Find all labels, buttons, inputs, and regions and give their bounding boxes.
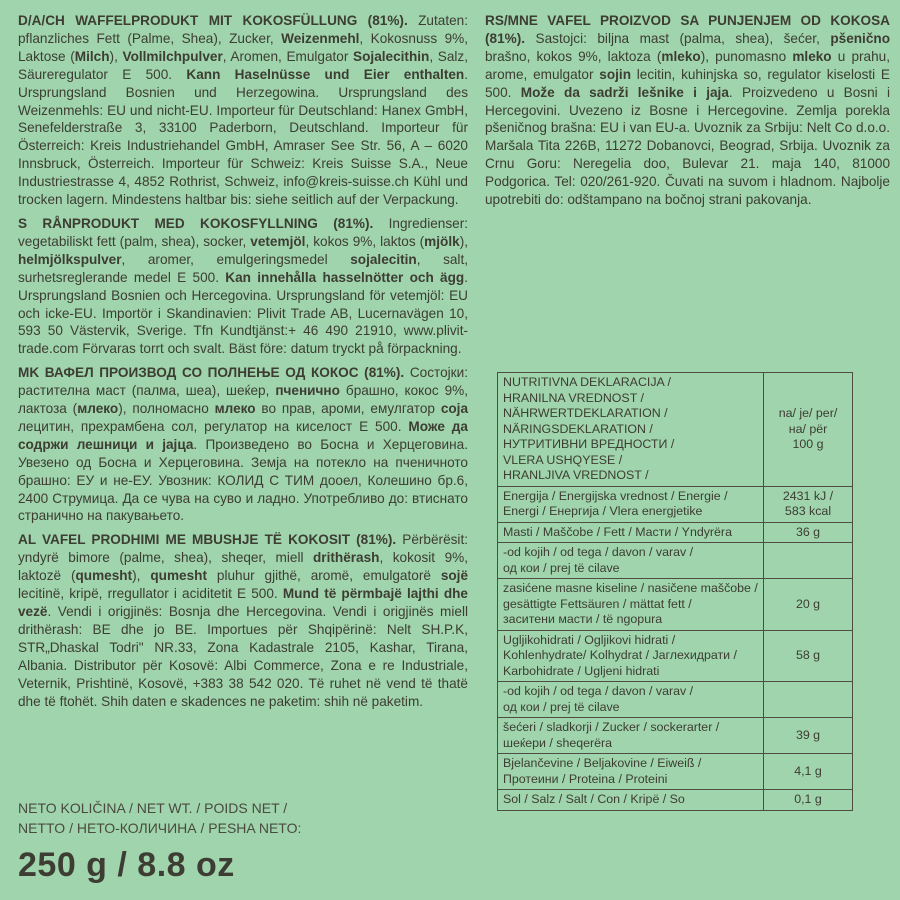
nutrient-value [764,754,853,790]
nutrient-label [498,754,764,790]
ingredients-de: D/A/CH WAFFELPRODUKT MIT KOKOSFÜLLUNG (81%). Zutaten: pflanzliches Fett (Palme, Shea), Zucker, Weizenmehl, Kokosnuss 9%, Laktose (Milch), Vollmilchpulver, Aromen, Emulgator Sojalecithin, Salz, Säureregulator E 500. Kann Haselnüsse und Eier enthalten. Ursprungsland Bosnien und Herzegowina. Ursprungsland des Weizenmehls: EU und nicht-EU. Importeur für Deutschland: Hanex GmbH, Senefelderstraße 3, 33100 Paderborn, Deutschland. Importeur für Österreich: Kreis Industriehandel GmbH, Amraser See Str. 56, A – 6020 Innsbruck, Österreich. Importeur für Schweiz: Kreis Suisse S.A., Neue Industriestrasse 4, 4852 Rothrist, Schweiz, info@kreis-suisse.ch Kühl und trocken lagern. Mindestens haltbar bis: siehe seitlich auf der Verpackung. [18,13,468,208]
nutrient-label-line: šećeri / sladkorji / Zucker / sockerarter / [503,720,720,734]
nutrient-label-line: од кои / prej të cilave [503,699,620,714]
nutrient-label-line: Протеини / Proteina / Proteini [503,771,668,786]
nutrient-label [498,579,764,631]
nutrient-label-line: gesättigte Fettsäuren / mättat fett / [503,596,692,611]
nutrient-label-line: zasićene masne kiseline / nasičene maščobe / [503,581,758,595]
nutrition-header-label [498,373,764,487]
nutrient-value-line: 4,1 g [794,763,822,778]
nutrition-header-line: HRANLJIVA VREDNOST / [503,468,649,482]
nutrient-label-line: Energija / Energijska vrednost / Energie / [503,488,728,503]
nutrient-value [764,790,853,811]
nutrition-header-line: NÄRINGSDEKLARATION / [503,421,653,436]
nutrient-label-line: Energi / Енергија / Vlera energjetike [503,504,703,518]
net-label-line2: NETTO / НЕТО-КОЛИЧИНА / PESHA NETO: [18,820,302,836]
nutrient-value [764,718,853,754]
nutrient-label [498,718,764,754]
nutrition-table [497,372,853,811]
nutrition-row [498,718,853,754]
right-column [485,12,890,215]
nutrient-value [764,522,853,543]
nutrient-label [498,790,764,811]
nutrient-value-line: 583 kcal [784,504,832,518]
nutrient-label [498,522,764,543]
ingredients-mk: MK ВАФЕЛ ПРОИЗВОД СО ПОЛНЕЊЕ ОД КОКОС (81%). Состојки: растителна маст (палма, шеа), шеќер, пченично брашно, кокос 9%, лактоза (млеко), полномасно млеко во прав, ароми, емулгатор соја лецитин, прехрамбена сол, регулатор на киселост Е 500. Може да содржи лешници и јајца. Произведено во Босна и Херцеговина. Увезено од Босна и Херцеговина. Земја на потекло на пченичното брашно: ЕУ и не-ЕУ. Увозник: КОЛИД С ТИМ дооел, Колешино бр.6, 2400 Струмица. Да се чува на суво и ладно. Употребливо до: втиснато странично на пакувањето. [18,365,469,524]
nutrient-value-line: 39 g [795,727,821,742]
nutrient-label-line: Bjelančevine / Beljakovine / Eiweiß / [503,756,702,770]
nutrient-value-line: 0,1 g [794,792,822,806]
nutrition-header-line: NÄHRWERTDEKLARATION / [503,406,668,420]
nutrient-label [498,486,764,522]
nutrition-header-line: NUTRITIVNA DEKLARACIJA / [503,375,671,389]
nutrient-label [498,630,764,682]
nutrient-label-line: Masti / Maščobe / Fett / Масти / Yndyrëra [503,524,732,539]
nutrition-header-line: HRANILNA VREDNOST / [503,390,644,405]
nutrient-label [498,682,764,718]
nutrient-value [764,630,853,682]
nutrition-row [498,579,853,631]
nutrient-label-line: заситени масти / të ngopura [503,612,663,626]
nutrient-label-line: од кои / prej të cilave [503,560,620,575]
nutrient-label-line: Karbohidrate / Ugljeni hidrati [503,663,660,678]
ingredients-rs: RS/MNE VAFEL PROIZVOD SA PUNJENJEM OD KOKOSA (81%). Sastojci: biljna mast (palma, shea), šećer, pšenično brašno, kokos 9%, laktoza (mleko), punomasno mleko u prahu, arome, emulgator sojin lecitin, kuhinjska so, regulator kiselosti E 500. Može da sadrži lešnike i jaja. Proizvedeno u Bosni i Hercegovini. Uvezeno iz Bosne i Hercegovine. Zemlja porekla pšeničnog brašna: EU i van EU-a. Uvoznik za Srbiju: Nelt Co d.o.o. Maršala Tita 226B, 11272 Dobanovci, Beograd, Srbija. Uvoznik za Crnu Goru: Neregelia doo, Bulevar 21. maja 140, 81000 Podgorica. Tel: 020/261-920. Čuvati na suvom i hladnom. Najbolje upotrebiti do: odštampano na bočnoj strani pakovanja. [485,13,890,208]
nutrition-row [498,630,853,682]
nutrition-header-line: 100 g [792,437,824,451]
nutrition-header-line: на/ për [788,421,828,436]
nutrient-label-line: Kohlenhydrate/ Kolhydrat / Јаглехидрати / [503,648,737,662]
nutrition-header-row [498,373,853,487]
nutrient-value-line: 36 g [795,524,821,539]
nutrition-row [498,543,853,579]
nutrient-label-line: Ugljikohidrati / Ogljikovi hidrati / [503,632,676,647]
nutrition-row [498,754,853,790]
nutrient-value-line: 20 g [795,596,821,611]
nutrition-row [498,790,853,811]
net-quantity-label [18,798,301,838]
nutrition-row [498,682,853,718]
ingredients-se: S RÅNPRODUKT MED KOKOSFYLLNING (81%). Ingredienser: vegetabiliskt fett (palm, shea), socker, vetemjöl, kokos 9%, laktos (mjölk), helmjölkspulver, aromer, emulgeringsmedel sojalecitin, salt, surhetsreglerande medel E 500. Kan innehålla hasselnötter och ägg. Ursprungsland Bosnien och Hercegovina. Ursprungsland för vetemjöl: EU och icke-EU. Importör i Skandinavien: Plivit Trade AB, Lucernavägen 10, 593 50 Västervik, Sverige. Tfn Kundtjänst:+ 46 490 21910, www.plivit-trade.com Förvaras torrt och svalt. Bäst före: datum tryckt på förpackning. [18,215,469,357]
nutrient-label-line: -od kojih / od tega / davon / varav / [503,545,694,559]
nutrition-header-per [764,373,853,487]
nutrition-row [498,486,853,522]
nutrient-label [498,543,764,579]
nutrient-label-line: -od kojih / od tega / davon / varav / [503,684,694,698]
nutrient-label-line: шеќери / sheqerëra [503,735,613,750]
nutrient-value [764,486,853,522]
nutrient-value [764,543,853,579]
nutrition-header-line: VLERA USHQYESE / [503,452,623,467]
nutrition-header-line: na/ je/ per/ [778,406,838,420]
nutrient-value [764,579,853,631]
ingredients-al: AL VAFEL PRODHIMI ME MBUSHJE TË KOKOSIT (81%). Përbërësit: yndyrë bimore (palme, shea), sheqer, miell drithërash, kokosit 9%, laktozë (qumesht), qumesht pluhur gjithë, aromë, emulgatorë sojë lecitinë, kripë, rregullator i aciditetit E 500. Mund të përmbajë lajthi dhe vezë. Vendi i origjinës: Bosnja dhe Hercegovina. Vendi i origjinës miell drithërash: BE dhe jo BE. Importues për Shqipërinë: Nelt SH.P.K, STR„Dhaskal Todri" NR.33, Zona Kadastrale 2105, Kashar, Tirana, Albania. Distributor për Kosovë: Albi Commerce, Zona e re Industriale, Veternik, Prishtinë, Kosovë, +383 38 542 020. Të ruhet në vend të thatë dhe të ftohët. Shih daten e skadences ne paketim: shih në paketim. [18,532,469,709]
nutrition-header-line: НУТРИТИВНИ ВРЕДНОСТИ / [503,437,675,451]
left-column [18,12,468,716]
net-weight: 250 g / 8.8 oz [18,846,235,884]
nutrient-value [764,682,853,718]
nutrient-value-line: 2431 kJ / [782,488,834,503]
nutrition-row [498,522,853,543]
nutrient-value-line: 58 g [795,648,821,662]
nutrient-label-line: Sol / Salz / Salt / Con / Kripë / So [503,792,685,806]
net-label-line1: NETO KOLIČINA / NET WT. / POIDS NET / [18,800,288,816]
